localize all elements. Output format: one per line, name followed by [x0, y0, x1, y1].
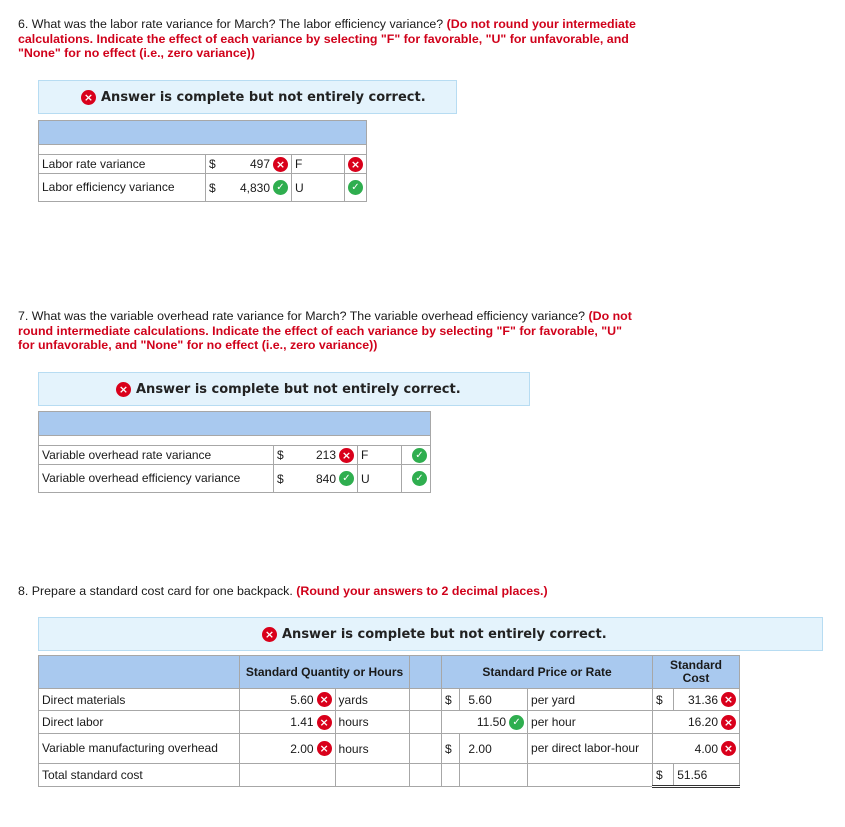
amount-cell[interactable]: $ 213 × [274, 446, 358, 465]
qty-unit[interactable]: hours [335, 734, 409, 764]
row-label: Direct materials [39, 689, 240, 711]
total-value: 51.56 [674, 764, 740, 787]
incorrect-icon: × [339, 448, 354, 463]
amount-value: 213 [315, 448, 336, 462]
qty-cell[interactable] [240, 734, 336, 764]
correct-icon: ✓ [348, 180, 363, 195]
price-value: 11.50 [476, 715, 507, 729]
cost-currency: $ [653, 689, 674, 711]
table-row [39, 711, 740, 734]
answer-status-banner-q8 [38, 617, 823, 651]
question-7-text: 7. What was the variable overhead rate variance for March? The variable overhead efficiency variance? [18, 309, 586, 323]
table-row [39, 446, 431, 465]
row-label: Variable overhead efficiency variance [39, 465, 274, 493]
table-row [39, 734, 740, 764]
row-label: Labor rate variance [39, 155, 206, 174]
price-unit[interactable]: per hour [528, 711, 653, 734]
header-qty: Standard Quantity or Hours [240, 656, 410, 689]
row-label: Variable overhead rate variance [39, 446, 274, 465]
table-row [39, 174, 367, 202]
cost-cell[interactable] [653, 734, 740, 764]
effect-status [402, 446, 431, 465]
incorrect-icon: × [81, 90, 96, 105]
incorrect-icon: × [317, 692, 332, 707]
price-currency: $ [442, 689, 460, 711]
effect-select[interactable]: U [292, 174, 345, 202]
correct-icon: ✓ [412, 448, 427, 463]
header-row [39, 656, 740, 689]
amount-cell[interactable]: $ 4,830 ✓ [206, 174, 292, 202]
price-currency: $ [442, 734, 460, 764]
price-unit[interactable]: per yard [528, 689, 653, 711]
qty-value: 2.00 [290, 741, 314, 756]
incorrect-icon: × [721, 741, 736, 756]
row-label: Variable manufacturing overhead [39, 734, 240, 764]
effect-select[interactable]: U [358, 465, 402, 493]
incorrect-icon: × [317, 715, 332, 730]
qty-cell[interactable] [240, 689, 336, 711]
amount-cell[interactable]: $ 497 × [206, 155, 292, 174]
table-row [39, 155, 367, 174]
effect-status [402, 465, 431, 493]
amount-value: 840 [315, 471, 336, 486]
labor-variance-table [38, 120, 367, 202]
correct-icon: ✓ [509, 715, 524, 730]
amount-cell[interactable]: $ 840 ✓ [274, 465, 358, 493]
qty-unit[interactable]: yards [335, 689, 409, 711]
table-row [39, 465, 431, 493]
row-label: Direct labor [39, 711, 240, 734]
incorrect-icon: × [348, 157, 363, 172]
correct-icon: ✓ [339, 471, 354, 486]
qty-value: 5.60 [290, 692, 314, 707]
cost-cell[interactable] [674, 689, 740, 711]
cost-value: 16.20 [687, 715, 718, 729]
banner-text: Answer is complete but not entirely correct. [282, 626, 607, 642]
price-unit[interactable]: per direct labor-hour [528, 734, 653, 764]
amount-value: 4,830 [239, 180, 270, 195]
row-label: Labor efficiency variance [39, 174, 206, 202]
incorrect-icon: × [721, 715, 736, 730]
cost-value: 4.00 [694, 741, 718, 756]
incorrect-icon: × [273, 157, 288, 172]
incorrect-icon: × [317, 741, 332, 756]
header-price: Standard Price or Rate [442, 656, 653, 689]
question-8-instruction: (Round your answers to 2 decimal places.) [296, 584, 548, 598]
banner-text: Answer is complete but not entirely correct. [101, 89, 426, 105]
answer-status-banner-q7 [38, 372, 530, 406]
question-6 [18, 17, 638, 61]
overhead-variance-table [38, 411, 431, 493]
question-7 [18, 309, 638, 353]
incorrect-icon: × [262, 627, 277, 642]
price-value: 2.00 [468, 741, 492, 756]
question-8-text: 8. Prepare a standard cost card for one backpack. [18, 584, 293, 598]
incorrect-icon: × [116, 382, 131, 397]
correct-icon: ✓ [412, 471, 427, 486]
qty-cell[interactable] [240, 711, 336, 734]
price-cell[interactable] [460, 689, 528, 711]
cost-value: 31.36 [687, 692, 718, 707]
price-cell[interactable] [460, 734, 528, 764]
total-row [39, 764, 740, 787]
question-6-text: 6. What was the labor rate variance for March? The labor efficiency variance? [18, 17, 444, 31]
effect-status [345, 174, 367, 202]
total-label: Total standard cost [39, 764, 240, 787]
qty-unit[interactable]: hours [335, 711, 409, 734]
header-cost: Standard Cost [653, 656, 740, 689]
effect-select[interactable]: F [358, 446, 402, 465]
effect-select[interactable]: F [292, 155, 345, 174]
table-row [39, 689, 740, 711]
standard-cost-card-table [38, 655, 740, 788]
amount-value: 497 [249, 157, 270, 171]
total-currency: $ [653, 764, 674, 787]
question-8 [18, 584, 718, 599]
effect-status [345, 155, 367, 174]
question-6-instruction: (Do not round your intermediate calculations. Indicate the effect of each variance by selecting "F" for favorable, "U" for unfavorable, and "None" for no effect (i.e., zero variance)) [18, 17, 636, 60]
price-cell[interactable] [442, 711, 528, 734]
price-value: 5.60 [468, 692, 492, 707]
incorrect-icon: × [721, 692, 736, 707]
question-7-instruction: (Do not round intermediate calculations. Indicate the effect of each variance by selecting "F" for favorable, "U" for unfavorable, and "None" for no effect (i.e., zero variance)) [18, 309, 632, 352]
qty-value: 1.41 [290, 715, 314, 729]
correct-icon: ✓ [273, 180, 288, 195]
cost-cell[interactable] [653, 711, 740, 734]
banner-text: Answer is complete but not entirely correct. [136, 381, 461, 397]
answer-status-banner-q6 [38, 80, 457, 114]
